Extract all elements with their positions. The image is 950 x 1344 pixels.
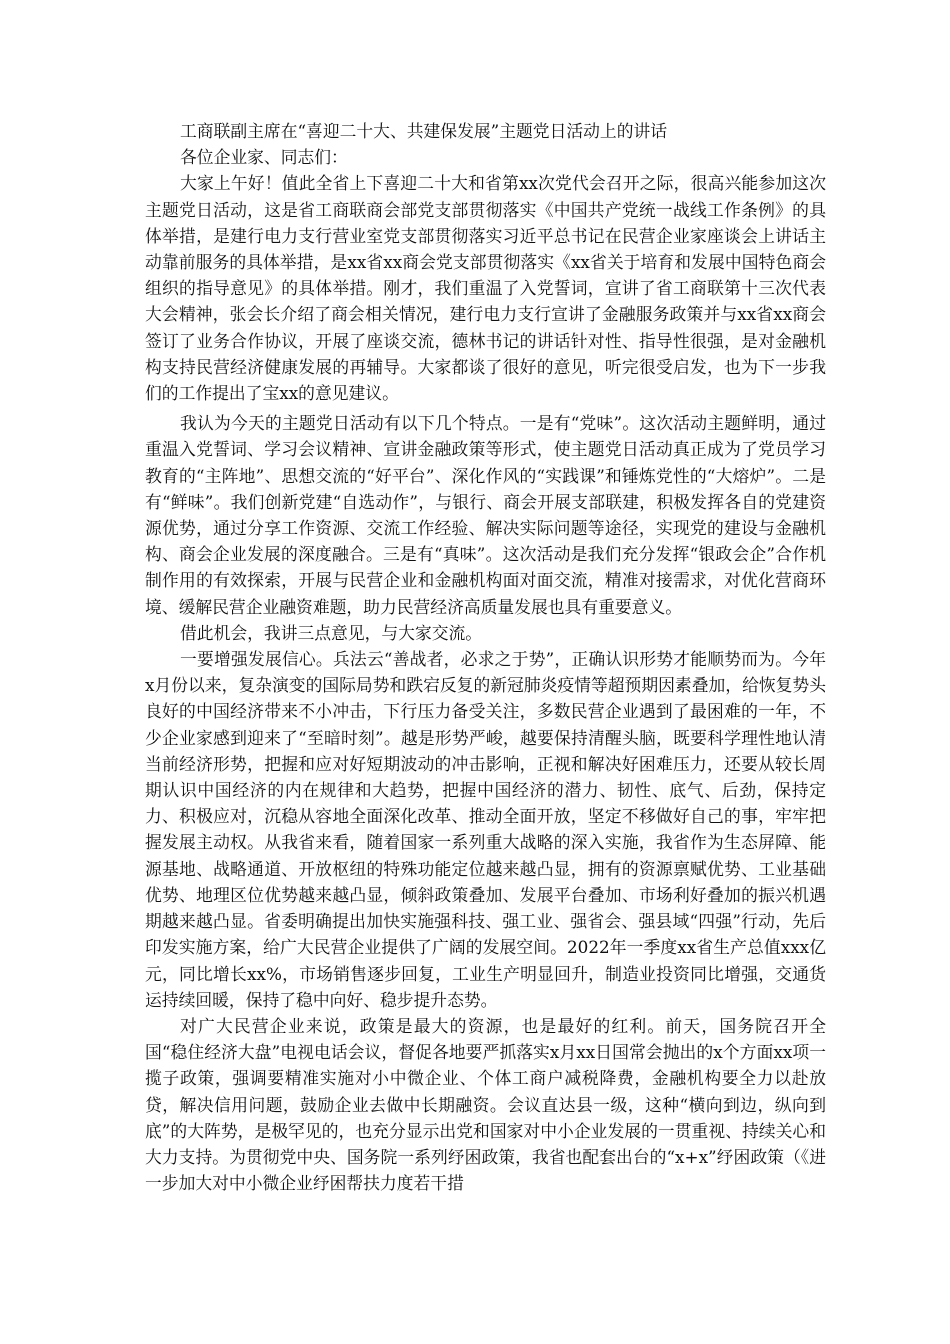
paragraph-opening: 大家上午好！值此全省上下喜迎二十大和省第xx次党代会召开之际，很高兴能参加这次主题党日活动，这是省工商联商会部党支部贯彻落实《中国共产党统一战线工作条例》的具体举措，是建行电力支行营业室党支部贯彻落实习近平总书记在民营企业家座谈会上讲话主动靠前服务的具体举措，是xx省xx商会党支部贯彻落实《xx省关于培育和发展中国特色商会组织的指导意见》的具体举措。刚才，我们重温了入党誓词，宣讲了省工商联第十三次代表大会精神，张会长介绍了商会相关情况，建行电力支行宣讲了金融服务政策并与xx省xx商会签订了业务合作协议，开展了座谈交流，德林书记的讲话针对性、指导性很强，是对金融机构支持民营经济健康发展的再辅导。大家都谈了很好的意见，听完很受启发，也为下一步我们的工作提出了宝xx的意见建议。 — [145, 173, 826, 404]
salutation: 各位企业家、同志们： — [180, 147, 348, 168]
paragraph-transition: 借此机会，我讲三点意见，与大家交流。 — [180, 622, 483, 643]
document-title: 工商联副主席在“喜迎二十大、共建保发展”主题党日活动上的讲话 — [180, 121, 668, 141]
paragraph-confidence: 一要增强发展信心。兵法云“善战者，必求之于势”，正确认识形势才能顺势而为。今年x月份以来，复杂演变的国际局势和跌宕反复的新冠肺炎疫情等超预期因素叠加，给恢复势头良好的中国经济带来不小冲击，下行压力备受关注，多数民营企业遇到了最困难的一年，不少企业家感到迎来了“至暗时刻”。越是形势严峻，越要保持清醒头脑，既要科学理性地认清当前经济形势，把握和应对好短期波动的冲击影响，正视和解决好困难压力，还要从较长周期认识中国经济的内在规律和大趋势，把握中国经济的潜力、韧性、底气、后劲，保持定力、积极应对，沉稳从容地全面深化改革、推动全面开放，坚定不移做好自己的事，牢牢把握发展主动权。从我省来看，随着国家一系列重大战略的深入实施，我省作为生态屏障、能源基地、战略通道、开放枢纽的特殊功能定位越来越凸显，拥有的资源禀赋优势、工业基础优势、地理区位优势越来越凸显，倾斜政策叠加、发展平台叠加、市场利好叠加的振兴机遇期越来越凸显。省委明确提出加快实施强科技、强工业、强省会、强县域“四强”行动，先后印发实施方案，给广大民营企业提供了广阔的发展空间。2022年一季度xx省生产总值xxx亿元，同比增长xx%，市场销售逐步回复，工业生产明显回升，制造业投资同比增强，交通货运持续回暖，保持了稳中向好、稳步提升态势。 — [145, 649, 826, 1010]
document-page — [145, 118, 826, 1196]
paragraph-policy: 对广大民营企业来说，政策是最大的资源，也是最好的红利。前天，国务院召开全国“稳住经济大盘”电视电话会议，督促各地要严抓落实x月xx日国常会抛出的x个方面xx项一揽子政策，强调要精准实施对小中微企业、个体工商户减税降费，金融机构要全力以赴放贷，解决信用问题，鼓励企业去做中长期融资。会议直达县一级，这种“横向到边，纵向到底”的大阵势，是极罕见的，也充分显示出党和国家对中小企业发展的一贯重视、持续关心和大力支持。为贯彻党中央、国务院一系列纾困政策，我省也配套出台的“x+x”纾困政策（《进一步加大对中小微企业纾困帮扶力度若干措 — [145, 1015, 826, 1194]
paragraph-features: 我认为今天的主题党日活动有以下几个特点。一是有“党味”。这次活动主题鲜明，通过重温入党誓词、学习会议精神、宣讲金融政策等形式，使主题党日活动真正成为了党员学习教育的“主阵地”、思想交流的“好平台”、深化作风的“实践课”和锤炼党性的“大熔炉”。二是有“鲜味”。我们创新党建“自选动作”，与银行、商会开展支部联建，积极发挥各自的党建资源优势，通过分享工作资源、交流工作经验、解决实际问题等途径，实现党的建设与金融机构、商会企业发展的深度融合。三是有“真味”。这次活动是我们充分发挥“银政会企”合作机制作用的有效探索，开展与民营企业和金融机构面对面交流，精准对接需求，对优化营商环境、缓解民营企业融资难题，助力民营经济高质量发展也具有重要意义。 — [145, 413, 826, 617]
